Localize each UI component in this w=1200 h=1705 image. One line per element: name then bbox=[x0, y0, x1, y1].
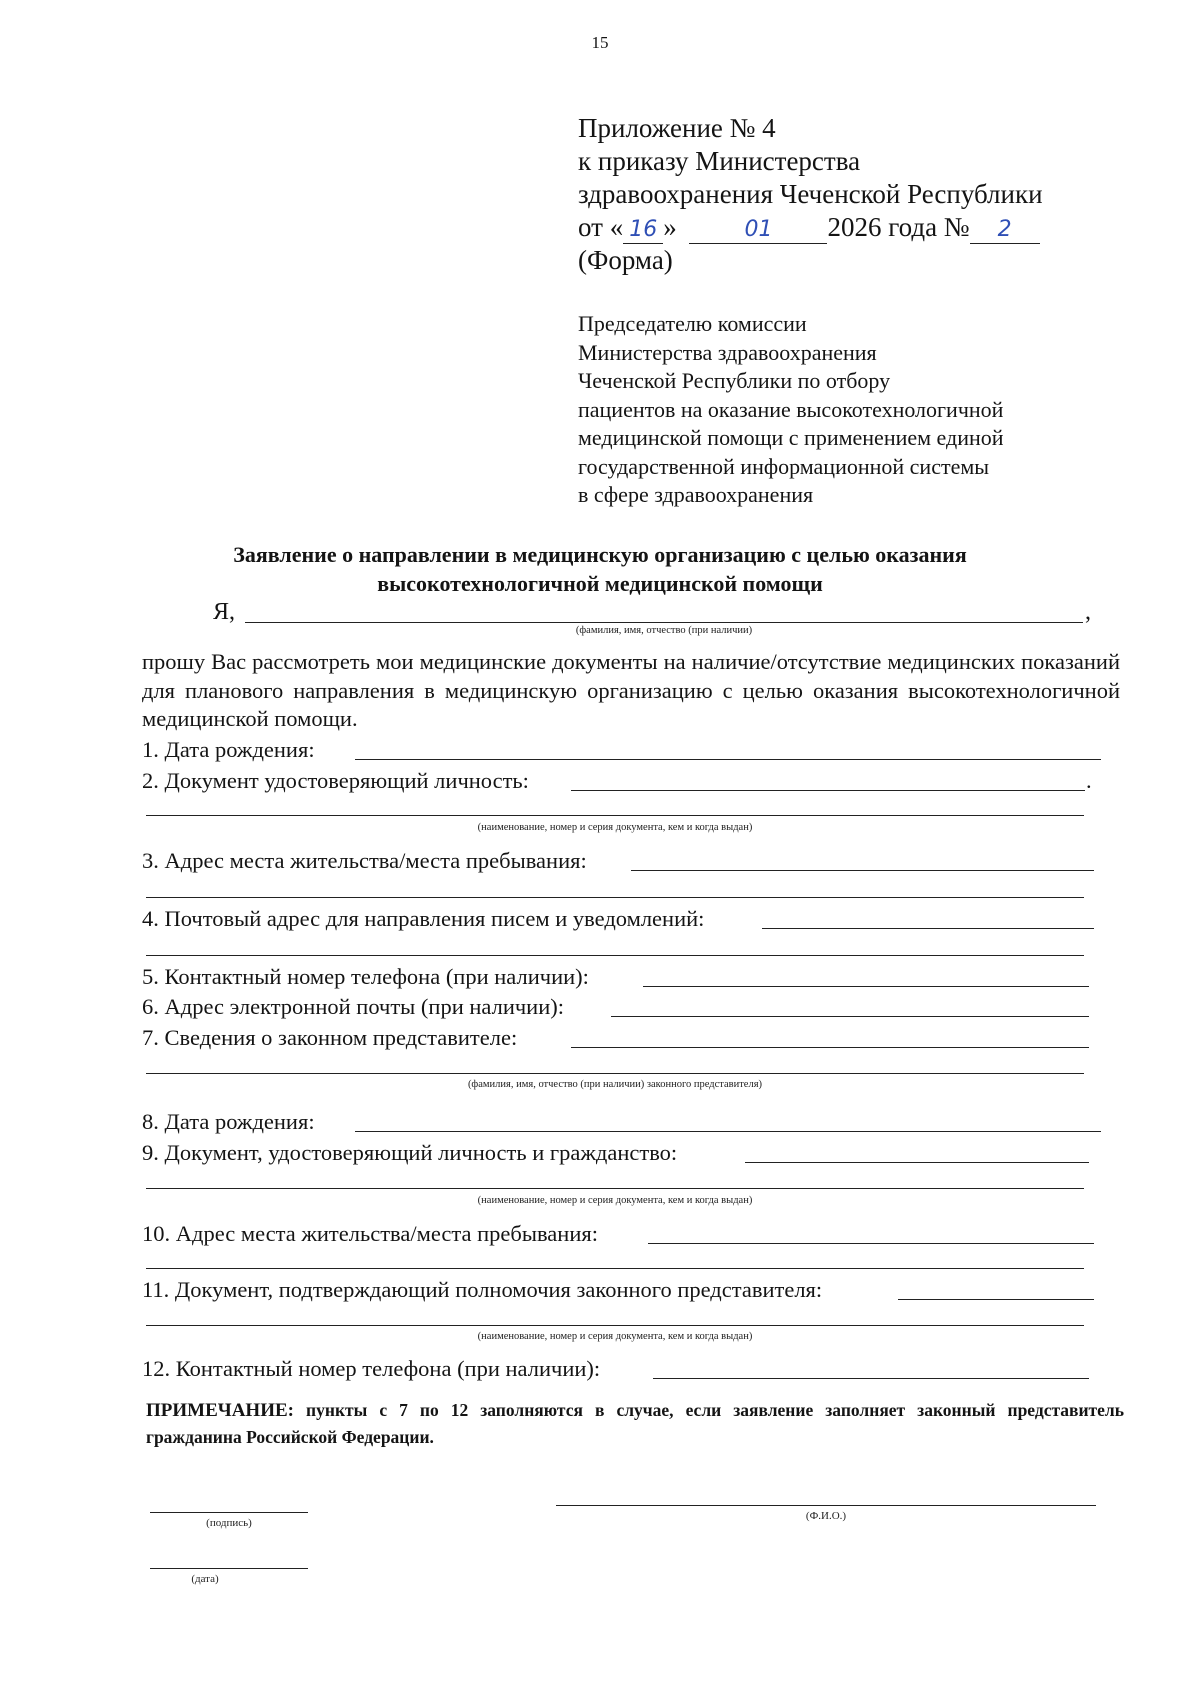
item-7-hint: (фамилия, имя, отчество (при наличии) законного представителя) bbox=[467, 1079, 763, 1090]
representative-phone-field[interactable] bbox=[653, 1378, 1089, 1379]
addressee-line: пациентов на оказание высокотехнологичной bbox=[578, 396, 1004, 422]
date-hint: (дата) bbox=[191, 1573, 219, 1585]
appendix-line-3: здравоохранения Чеченской Республики bbox=[578, 179, 1043, 209]
item-6-label: 6. Адрес электронной почты (при наличии): bbox=[142, 994, 564, 1019]
authority-document-field[interactable] bbox=[898, 1299, 1094, 1300]
identity-document-field[interactable] bbox=[571, 790, 1085, 791]
applicant-name-hint: (фамилия, имя, отчество (при наличии) bbox=[575, 625, 753, 636]
applicant-name-field[interactable] bbox=[245, 622, 1083, 623]
representative-residence-field[interactable] bbox=[648, 1243, 1094, 1244]
title-line-1: Заявление о направлении в медицинскую организацию с целью оказания bbox=[233, 542, 967, 567]
phone-field[interactable] bbox=[643, 986, 1089, 987]
item-11-label: 11. Документ, подтверждающий полномочия законного представителя: bbox=[142, 1277, 823, 1302]
applicant-prefix: Я, bbox=[213, 599, 236, 625]
birth-date-field[interactable] bbox=[355, 759, 1101, 760]
item-1-label: 1. Дата рождения: bbox=[142, 737, 315, 762]
handwritten-order-number: 2 bbox=[970, 217, 1040, 244]
note-block bbox=[146, 1397, 1124, 1450]
item-2-hint: (наименование, номер и серия документа, кем и когда выдан) bbox=[477, 822, 753, 833]
note-text: пункты с 7 по 12 заполняются в случае, если заявление заполняет законный представитель гражданина Российской Федерации. bbox=[146, 1400, 1124, 1447]
addressee-line: государственной информационной системы bbox=[578, 453, 990, 479]
title-line-2: высокотехнологичной медицинской помощи bbox=[377, 571, 823, 596]
appendix-header bbox=[578, 112, 1043, 277]
date-prefix: от « bbox=[578, 212, 624, 242]
date-field[interactable] bbox=[150, 1568, 308, 1569]
representative-field-continued[interactable] bbox=[146, 1073, 1084, 1074]
item-8-label: 8. Дата рождения: bbox=[142, 1109, 315, 1134]
signature-hint: (подпись) bbox=[206, 1517, 252, 1529]
addressee-line: в сфере здравоохранения bbox=[578, 482, 814, 507]
request-paragraph: прошу Вас рассмотреть мои медицинские документы на наличие/отсутствие медицинских показаний для планового направления в медицинскую организацию с целью оказания высокотехнологичной медицинской помощи. bbox=[142, 649, 1120, 731]
item-3-label: 3. Адрес места жительства/места пребывания: bbox=[142, 848, 587, 873]
representative-residence-field-continued[interactable] bbox=[146, 1268, 1084, 1269]
addressee-line: Председателю комиссии bbox=[578, 311, 807, 336]
item-10-label: 10. Адрес места жительства/места пребывания: bbox=[142, 1221, 598, 1246]
residence-address-field-continued[interactable] bbox=[146, 897, 1084, 898]
postal-address-field[interactable] bbox=[762, 928, 1094, 929]
residence-address-field[interactable] bbox=[631, 870, 1094, 871]
item-4-label: 4. Почтовый адрес для направления писем и уведомлений: bbox=[142, 906, 705, 931]
authority-document-field-continued[interactable] bbox=[146, 1325, 1084, 1326]
appendix-form-label: (Форма) bbox=[578, 245, 673, 275]
item-9-hint: (наименование, номер и серия документа, кем и когда выдан) bbox=[477, 1195, 753, 1206]
item-11-hint: (наименование, номер и серия документа, кем и когда выдан) bbox=[477, 1331, 753, 1342]
date-year-text: 2026 года № bbox=[827, 212, 970, 242]
item-2-label: 2. Документ удостоверяющий личность: bbox=[142, 768, 529, 793]
handwritten-day: 16 bbox=[623, 217, 663, 244]
addressee-line: Чеченской Республики по отбору bbox=[578, 368, 891, 393]
postal-address-field-continued[interactable] bbox=[146, 955, 1084, 956]
addressee-line: Министерства здравоохранения bbox=[578, 339, 877, 365]
item-9-label: 9. Документ, удостоверяющий личность и гражданство: bbox=[142, 1140, 678, 1165]
note-label: ПРИМЕЧАНИЕ: bbox=[146, 1400, 294, 1421]
item-12-label: 12. Контактный номер телефона (при наличии): bbox=[142, 1356, 601, 1381]
email-field[interactable] bbox=[611, 1016, 1089, 1017]
addressee-line: медицинской помощи с применением единой bbox=[578, 425, 1004, 450]
item-7-label: 7. Сведения о законном представителе: bbox=[142, 1025, 518, 1050]
representative-birth-date-field[interactable] bbox=[355, 1131, 1101, 1132]
appendix-line-1: Приложение № 4 bbox=[578, 113, 776, 143]
full-name-field[interactable] bbox=[556, 1505, 1096, 1506]
representative-identity-document-field[interactable] bbox=[745, 1162, 1089, 1163]
addressee-block bbox=[578, 310, 1004, 510]
signature-field[interactable] bbox=[150, 1512, 308, 1513]
handwritten-month: 01 bbox=[689, 217, 827, 244]
full-name-hint: (Ф.И.О.) bbox=[805, 1510, 847, 1522]
page-number: 15 bbox=[591, 33, 609, 52]
applicant-suffix: , bbox=[1085, 599, 1091, 625]
document-title bbox=[130, 540, 1070, 598]
item-5-label: 5. Контактный номер телефона (при наличии): bbox=[142, 964, 589, 989]
item-2-end: . bbox=[1086, 768, 1092, 793]
representative-field[interactable] bbox=[571, 1047, 1089, 1048]
appendix-date-line bbox=[578, 211, 1043, 244]
representative-identity-document-field-continued[interactable] bbox=[146, 1188, 1084, 1189]
date-mid: » bbox=[663, 212, 677, 242]
identity-document-field-continued[interactable] bbox=[146, 815, 1084, 816]
appendix-line-2: к приказу Министерства bbox=[578, 146, 861, 176]
